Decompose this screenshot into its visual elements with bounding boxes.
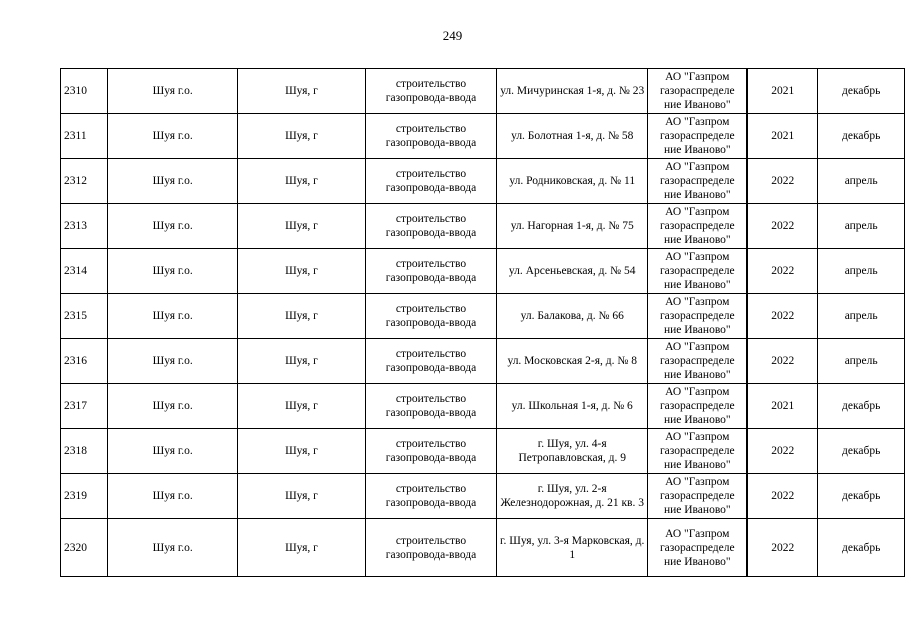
table-body (61, 69, 905, 577)
cell-month: декабрь (818, 474, 905, 519)
cell-month: декабрь (818, 429, 905, 474)
cell-year: 2022 (747, 294, 818, 339)
table-row (61, 519, 905, 577)
cell-number: 2318 (61, 429, 108, 474)
cell-address: ул. Школьная 1-я, д. № 6 (497, 384, 648, 429)
table-row (61, 339, 905, 384)
cell-year: 2022 (747, 519, 818, 577)
cell-work-type: строительство газопровода-ввода (365, 384, 496, 429)
cell-month: апрель (818, 339, 905, 384)
cell-district: Шуя г.о. (108, 429, 238, 474)
cell-month: апрель (818, 294, 905, 339)
cell-locality: Шуя, г (238, 519, 366, 577)
cell-number: 2314 (61, 249, 108, 294)
cell-number: 2317 (61, 384, 108, 429)
cell-year: 2022 (747, 249, 818, 294)
cell-year: 2021 (747, 384, 818, 429)
table-row (61, 474, 905, 519)
cell-district: Шуя г.о. (108, 69, 238, 114)
cell-month: апрель (818, 249, 905, 294)
cell-locality: Шуя, г (238, 474, 366, 519)
table-row (61, 294, 905, 339)
cell-address: ул. Арсеньевская, д. № 54 (497, 249, 648, 294)
cell-organization: АО "Газпром газораспределе ние Иваново" (648, 519, 747, 577)
cell-work-type: строительство газопровода-ввода (365, 429, 496, 474)
table-row (61, 384, 905, 429)
cell-number: 2316 (61, 339, 108, 384)
cell-organization: АО "Газпром газораспределе ние Иваново" (648, 159, 747, 204)
table-row (61, 429, 905, 474)
cell-district: Шуя г.о. (108, 474, 238, 519)
cell-address: г. Шуя, ул. 4-я Петропавловская, д. 9 (497, 429, 648, 474)
table-row (61, 69, 905, 114)
cell-organization: АО "Газпром газораспределе ние Иваново" (648, 114, 747, 159)
cell-address: ул. Нагорная 1-я, д. № 75 (497, 204, 648, 249)
cell-work-type: строительство газопровода-ввода (365, 294, 496, 339)
cell-address: ул. Московская 2-я, д. № 8 (497, 339, 648, 384)
cell-organization: АО "Газпром газораспределе ние Иваново" (648, 249, 747, 294)
cell-district: Шуя г.о. (108, 159, 238, 204)
cell-locality: Шуя, г (238, 114, 366, 159)
cell-district: Шуя г.о. (108, 339, 238, 384)
cell-month: декабрь (818, 519, 905, 577)
cell-number: 2319 (61, 474, 108, 519)
cell-organization: АО "Газпром газораспределе ние Иваново" (648, 384, 747, 429)
cell-month: декабрь (818, 384, 905, 429)
cell-locality: Шуя, г (238, 249, 366, 294)
cell-locality: Шуя, г (238, 204, 366, 249)
cell-district: Шуя г.о. (108, 384, 238, 429)
cell-locality: Шуя, г (238, 69, 366, 114)
gas-pipeline-table (60, 68, 905, 577)
cell-work-type: строительство газопровода-ввода (365, 474, 496, 519)
cell-number: 2320 (61, 519, 108, 577)
cell-month: декабрь (818, 114, 905, 159)
cell-locality: Шуя, г (238, 159, 366, 204)
cell-locality: Шуя, г (238, 339, 366, 384)
cell-work-type: строительство газопровода-ввода (365, 69, 496, 114)
cell-year: 2022 (747, 339, 818, 384)
cell-year: 2022 (747, 159, 818, 204)
cell-year: 2021 (747, 69, 818, 114)
cell-organization: АО "Газпром газораспределе ние Иваново" (648, 204, 747, 249)
cell-number: 2311 (61, 114, 108, 159)
cell-district: Шуя г.о. (108, 519, 238, 577)
cell-month: апрель (818, 159, 905, 204)
cell-organization: АО "Газпром газораспределе ние Иваново" (648, 294, 747, 339)
cell-work-type: строительство газопровода-ввода (365, 249, 496, 294)
cell-district: Шуя г.о. (108, 294, 238, 339)
cell-year: 2022 (747, 474, 818, 519)
cell-number: 2310 (61, 69, 108, 114)
cell-address: г. Шуя, ул. 2-я Железнодорожная, д. 21 кв. 3 (497, 474, 648, 519)
cell-locality: Шуя, г (238, 384, 366, 429)
table-row (61, 114, 905, 159)
cell-work-type: строительство газопровода-ввода (365, 339, 496, 384)
cell-district: Шуя г.о. (108, 204, 238, 249)
table-row (61, 159, 905, 204)
cell-month: апрель (818, 204, 905, 249)
cell-address: ул. Болотная 1-я, д. № 58 (497, 114, 648, 159)
cell-locality: Шуя, г (238, 429, 366, 474)
cell-address: г. Шуя, ул. 3-я Марковская, д. 1 (497, 519, 648, 577)
cell-organization: АО "Газпром газораспределе ние Иваново" (648, 339, 747, 384)
cell-address: ул. Балакова, д. № 66 (497, 294, 648, 339)
cell-work-type: строительство газопровода-ввода (365, 519, 496, 577)
cell-organization: АО "Газпром газораспределе ние Иваново" (648, 474, 747, 519)
cell-year: 2022 (747, 204, 818, 249)
table-row (61, 249, 905, 294)
cell-address: ул. Мичуринская 1-я, д. № 23 (497, 69, 648, 114)
cell-work-type: строительство газопровода-ввода (365, 204, 496, 249)
cell-work-type: строительство газопровода-ввода (365, 159, 496, 204)
cell-year: 2022 (747, 429, 818, 474)
page-number: 249 (442, 28, 463, 43)
cell-organization: АО "Газпром газораспределе ние Иваново" (648, 69, 747, 114)
cell-number: 2312 (61, 159, 108, 204)
cell-work-type: строительство газопровода-ввода (365, 114, 496, 159)
cell-organization: АО "Газпром газораспределе ние Иваново" (648, 429, 747, 474)
cell-district: Шуя г.о. (108, 249, 238, 294)
cell-locality: Шуя, г (238, 294, 366, 339)
cell-address: ул. Родниковская, д. № 11 (497, 159, 648, 204)
cell-month: декабрь (818, 69, 905, 114)
cell-number: 2313 (61, 204, 108, 249)
cell-number: 2315 (61, 294, 108, 339)
table-row (61, 204, 905, 249)
cell-year: 2021 (747, 114, 818, 159)
cell-district: Шуя г.о. (108, 114, 238, 159)
